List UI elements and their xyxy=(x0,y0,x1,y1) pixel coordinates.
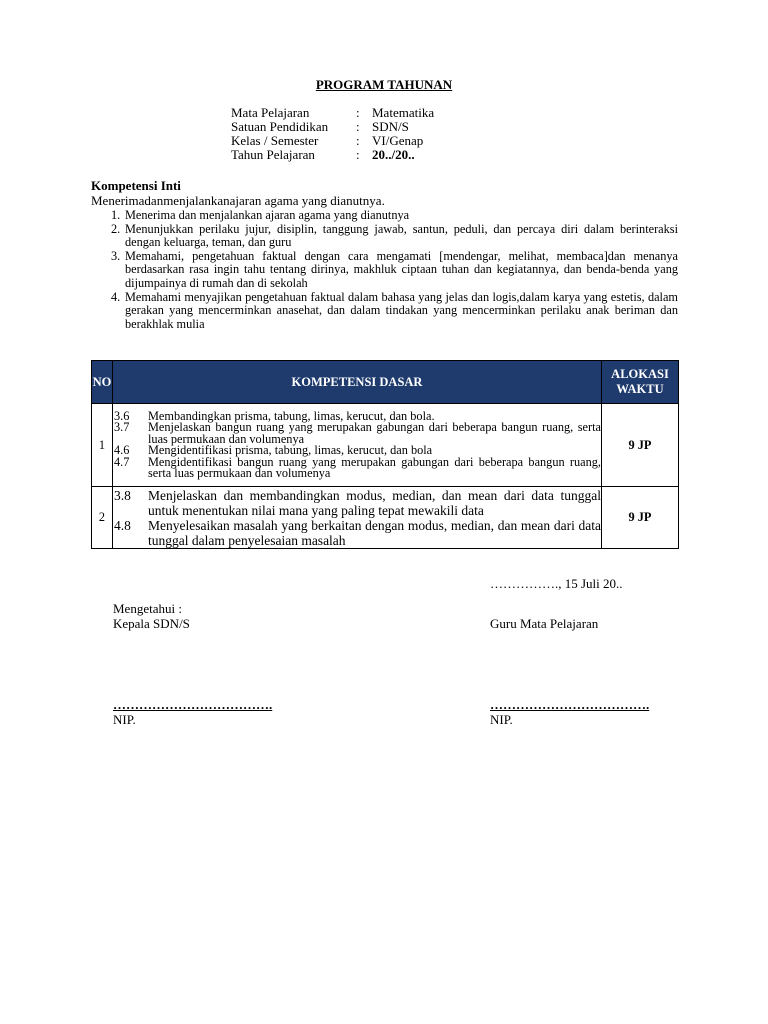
info-row-satuan-pendidikan xyxy=(231,120,434,134)
list-item-number: 2. xyxy=(111,221,121,236)
row-kompetensi xyxy=(113,404,602,487)
info-row-mata-pelajaran xyxy=(231,106,434,120)
info-separator: : xyxy=(356,147,360,162)
signature-line-left: ………………………………. xyxy=(113,697,273,712)
info-separator: : xyxy=(356,105,360,120)
row-number: 2 xyxy=(92,487,113,549)
kd-item-number: 3.7 xyxy=(114,420,130,434)
kd-item-text: Membandingkan prisma, tabung, limas, kerucut, dan bola. xyxy=(148,408,435,423)
approval-block xyxy=(113,601,190,631)
course-info xyxy=(231,106,434,162)
kepala-label: Kepala SDN/S xyxy=(113,616,190,631)
row-alokasi-waktu: 9 JP xyxy=(602,487,679,549)
kd-item xyxy=(113,422,601,445)
signature-left xyxy=(113,697,272,727)
list-item-number: 3. xyxy=(111,248,121,263)
kd-item-text: Menjelaskan bangun ruang yang merupakan gabungan dari beberapa bangun ruang, serta luas permukaan dan volumenya xyxy=(148,420,601,446)
table-row xyxy=(92,404,679,487)
nip-left: NIP. xyxy=(113,712,136,727)
info-label: Satuan Pendidikan xyxy=(231,119,329,134)
list-item-text: Menunjukkan perilaku jujur, disiplin, tanggung jawab, santun, peduli, dan percaya diri dalam berinteraksi dengan keluarga, teman, dan guru xyxy=(125,221,678,250)
kompetensi-inti-list xyxy=(91,209,678,331)
info-label: Tahun Pelajaran xyxy=(231,147,315,162)
list-item xyxy=(91,223,678,250)
info-label: Kelas / Semester xyxy=(231,133,319,148)
date-line: ……………., 15 Juli 20.. xyxy=(490,576,623,591)
info-value: 20../20.. xyxy=(372,147,415,162)
kd-item-number: 3.8 xyxy=(114,487,131,503)
info-value: VI/Genap xyxy=(372,133,424,148)
kd-item-number: 4.8 xyxy=(114,517,131,533)
list-item xyxy=(91,250,678,291)
header-kompetensi-dasar: KOMPETENSI DASAR xyxy=(113,361,602,404)
kd-item-text: Menjelaskan dan membandingkan modus, median, dan mean dari data tunggal untuk menentukan nilai mana yang paling tepat mewakili data xyxy=(148,487,601,518)
list-item-number: 4. xyxy=(111,289,121,304)
kd-item-number: 4.7 xyxy=(114,454,130,469)
header-alokasi-waktu: ALOKASI WAKTU xyxy=(602,361,679,404)
info-row-kelas-semester xyxy=(231,134,434,148)
document-title: PROGRAM TAHUNAN xyxy=(315,77,453,92)
kd-item-number: 4.6 xyxy=(114,443,130,457)
row-kompetensi xyxy=(113,487,602,549)
guru-label: Guru Mata Pelajaran xyxy=(490,616,599,631)
kd-item-text: Menyelesaikan masalah yang berkaitan dengan modus, median, dan mean dari data tunggal dalam penyelesaian masalah xyxy=(148,517,601,548)
info-separator: : xyxy=(356,119,360,134)
nip-right: NIP. xyxy=(490,712,513,727)
kd-item xyxy=(113,488,601,518)
list-item-text: Memahami, pengetahuan faktual dengan cara mengamati [mendengar, melihat, membaca]dan menanya berdasarkan rasa ingin tahu tentang dirinya, makhluk ciptaan tuhan dan kegiatannya, dan benda-benda yang dijumpainya di rumah dan di sekolah xyxy=(125,248,678,290)
list-item xyxy=(91,291,678,332)
kd-item-text: Mengidentifikasi bangun ruang yang merupakan gabungan dari beberapa bangun ruang, serta luas permukaan dan volumenya xyxy=(148,454,601,480)
info-row-tahun-pelajaran xyxy=(231,148,434,162)
kd-item-number: 3.6 xyxy=(114,408,130,423)
table-row xyxy=(92,487,679,549)
info-separator: : xyxy=(356,133,360,148)
list-item-text: Menerima dan menjalankan ajaran agama yang dianutnya xyxy=(125,208,410,222)
info-label: Mata Pelajaran xyxy=(231,105,310,120)
row-number: 1 xyxy=(92,404,113,487)
info-value: Matematika xyxy=(372,105,435,120)
kompetensi-dasar-table xyxy=(91,360,679,549)
header-no: NO xyxy=(92,361,113,404)
list-item xyxy=(91,209,678,223)
kd-item xyxy=(113,454,601,480)
info-value: SDN/S xyxy=(372,119,409,134)
mengetahui-label: Mengetahui : xyxy=(113,601,182,616)
signature-right xyxy=(490,697,649,727)
kompetensi-inti-heading: Kompetensi Inti xyxy=(91,178,181,193)
kompetensi-inti-intro: Menerimadanmenjalankanajaran agama yang dianutnya. xyxy=(91,193,385,208)
kd-item-text: Mengidentifikasi prisma, tabung, limas, kerucut, dan bola xyxy=(148,443,433,457)
signature-line-right: ………………………………. xyxy=(490,697,650,712)
list-item-text: Memahami menyajikan pengetahuan faktual dalam bahasa yang jelas dan logis,dalam karya yang estetis, dalam gerakan yang mencerminkan anasehat, dan dalam tindakan yang mencerminkan perilaku anak beriman dan berakhlak mulia xyxy=(125,289,678,331)
kd-item xyxy=(113,518,601,548)
row-alokasi-waktu: 9 JP xyxy=(602,404,679,487)
table-header-row xyxy=(92,361,679,404)
list-item-number: 1. xyxy=(111,208,121,222)
